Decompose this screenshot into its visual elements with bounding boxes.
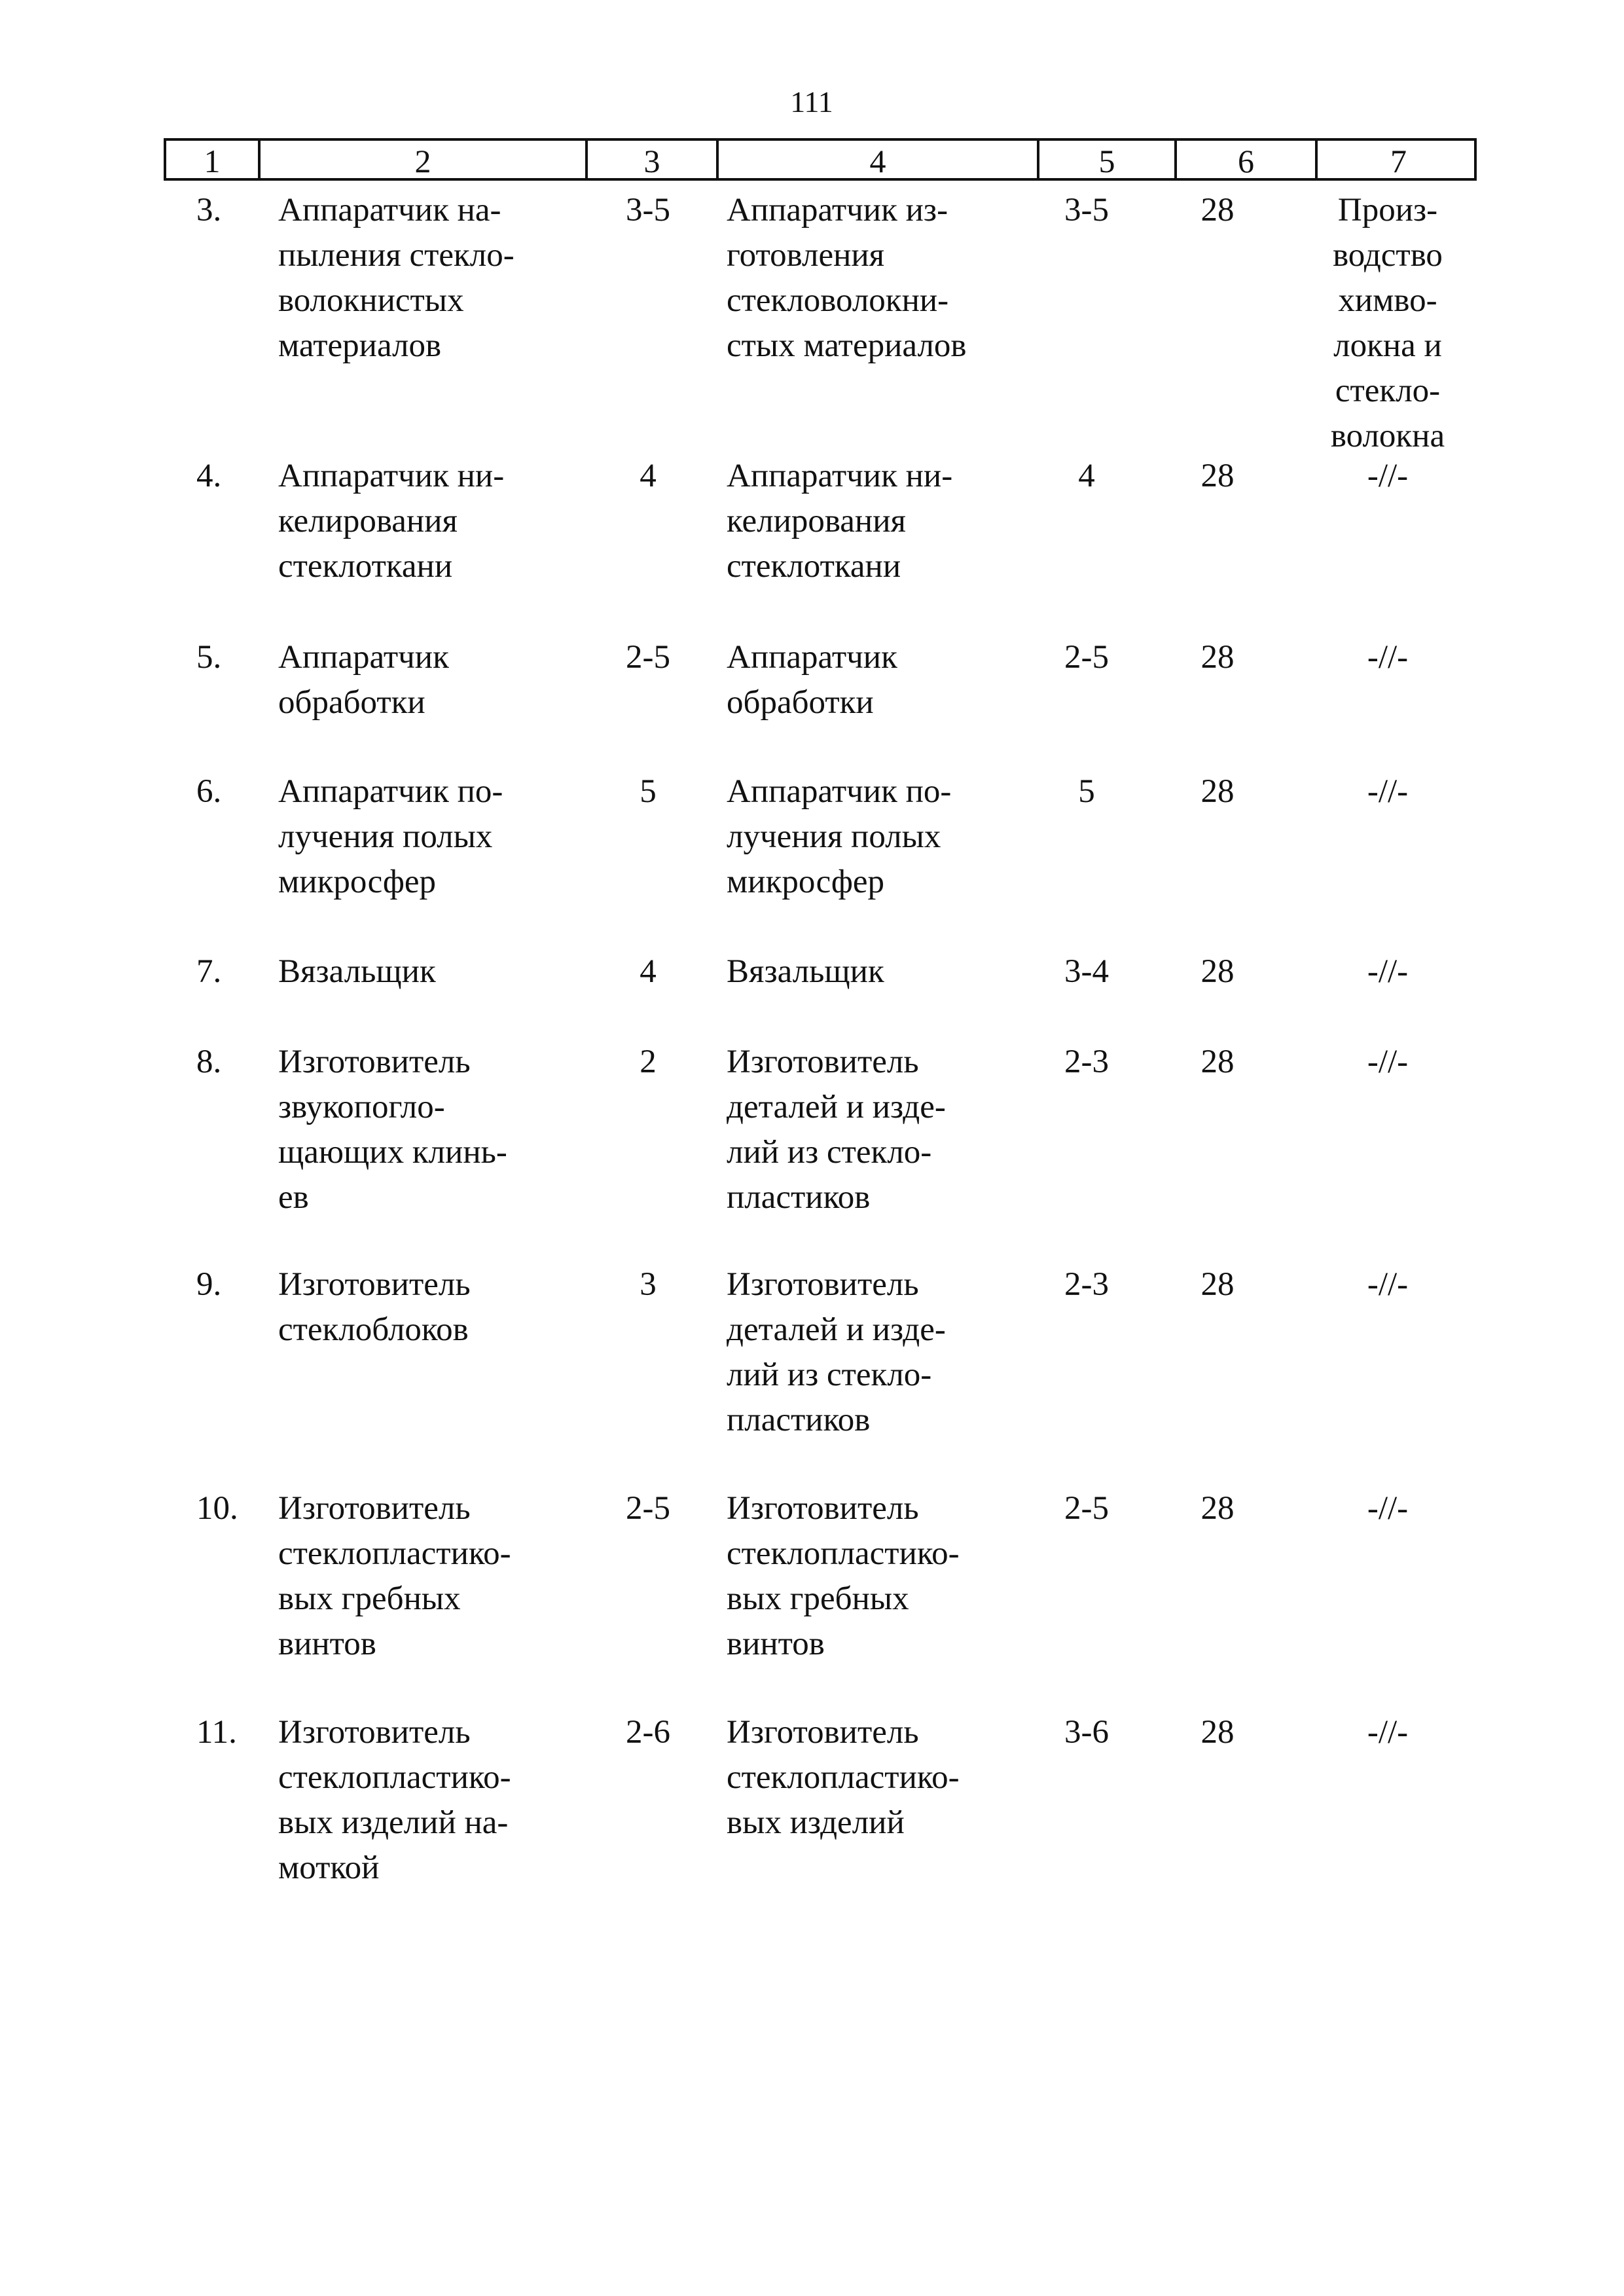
column-header-2: 2 [258, 141, 585, 178]
new-grade-range: 2-5 [1064, 639, 1109, 676]
issue-number: 28 [1200, 1266, 1235, 1303]
row-number: 4. [196, 458, 222, 494]
grade-range: 5 [640, 773, 657, 810]
profession-name: Аппаратчик обработки [278, 639, 449, 721]
row-number: 7. [196, 953, 222, 990]
production-section: -//- [1367, 639, 1409, 676]
page-number: 111 [790, 85, 833, 118]
issue-number: 28 [1200, 1044, 1235, 1080]
issue-number: 28 [1200, 639, 1235, 676]
production-section: -//- [1367, 1714, 1409, 1751]
grade-range: 3-5 [626, 192, 670, 228]
row-number: 3. [196, 192, 222, 228]
new-grade-range: 3-5 [1064, 192, 1109, 228]
new-profession-name: Аппаратчик из- готовления стекловолокни- стых материалов [727, 192, 967, 364]
grade-range: 2-5 [626, 639, 670, 676]
new-grade-range: 3-6 [1064, 1714, 1109, 1751]
issue-number: 28 [1200, 953, 1235, 990]
production-section: -//- [1367, 458, 1409, 494]
column-header-1: 1 [204, 143, 221, 179]
row-number: 5. [196, 639, 222, 676]
issue-number: 28 [1200, 1490, 1235, 1527]
new-grade-range: 5 [1078, 773, 1095, 810]
grade-range: 4 [640, 953, 657, 990]
row-number: 10. [196, 1490, 238, 1527]
issue-number: 28 [1200, 458, 1235, 494]
column-header-7: 7 [1315, 141, 1479, 178]
new-grade-range: 2-5 [1064, 1490, 1109, 1527]
production-section: -//- [1367, 1490, 1409, 1527]
new-profession-name: Изготовитель стеклопластико- вых изделий [727, 1714, 960, 1841]
production-section: -//- [1367, 1044, 1409, 1080]
production-section: -//- [1367, 1266, 1409, 1303]
row-number: 6. [196, 773, 222, 810]
new-grade-range: 3-4 [1064, 953, 1109, 990]
profession-name: Аппаратчик ни- келирования стеклоткани [278, 458, 505, 585]
issue-number: 28 [1200, 1714, 1235, 1751]
profession-name: Изготовитель звукопогло- щающих клинь- ев [278, 1044, 507, 1216]
issue-number: 28 [1200, 192, 1235, 228]
column-header-6: 6 [1174, 141, 1315, 178]
table-header-row [164, 138, 1477, 181]
new-profession-name: Аппаратчик ни- келирования стеклоткани [727, 458, 953, 585]
row-number: 9. [196, 1266, 222, 1303]
row-number: 11. [196, 1714, 237, 1751]
grade-range: 3 [640, 1266, 657, 1303]
grade-range: 4 [640, 458, 657, 494]
new-profession-name: Аппаратчик обработки [727, 639, 897, 721]
grade-range: 2 [640, 1044, 657, 1080]
new-grade-range: 4 [1078, 458, 1095, 494]
profession-name: Вязальщик [278, 953, 436, 990]
profession-name: Аппаратчик по- лучения полых микросфер [278, 773, 503, 900]
new-profession-name: Аппаратчик по- лучения полых микросфер [727, 773, 952, 900]
column-header-4: 4 [716, 141, 1037, 178]
column-header-5: 5 [1037, 141, 1174, 178]
profession-name: Изготовитель стеклопластико- вых изделий на- моткой [278, 1714, 511, 1886]
new-profession-name: Изготовитель стеклопластико- вых гребных винтов [727, 1490, 960, 1662]
grade-range: 2-5 [626, 1490, 670, 1527]
profession-name: Аппаратчик на- пыления стекло- волокнистых материалов [278, 192, 514, 364]
row-number: 8. [196, 1044, 222, 1080]
profession-name: Изготовитель стеклоблоков [278, 1266, 471, 1348]
profession-name: Изготовитель стеклопластико- вых гребных винтов [278, 1490, 511, 1662]
new-profession-name: Изготовитель деталей и изде- лий из стекло- пластиков [727, 1266, 946, 1438]
new-profession-name: Вязальщик [727, 953, 884, 990]
production-section: Произ- водство химво- локна и стекло- волокна [1330, 192, 1445, 454]
issue-number: 28 [1200, 773, 1235, 810]
new-profession-name: Изготовитель деталей и изде- лий из стекло- пластиков [727, 1044, 946, 1216]
column-header-3: 3 [585, 141, 716, 178]
new-grade-range: 2-3 [1064, 1044, 1109, 1080]
production-section: -//- [1367, 953, 1409, 990]
grade-range: 2-6 [626, 1714, 670, 1751]
production-section: -//- [1367, 773, 1409, 810]
new-grade-range: 2-3 [1064, 1266, 1109, 1303]
